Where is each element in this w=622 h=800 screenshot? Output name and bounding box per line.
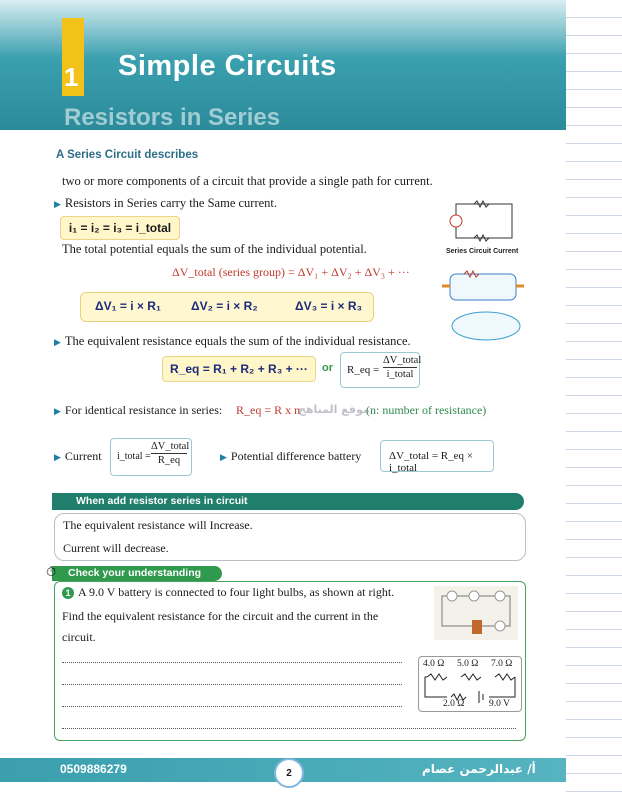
bullet-icon: ▶ (220, 452, 227, 462)
answer-line (62, 662, 402, 663)
battery-label: 9.0 V (489, 699, 510, 709)
page-subtitle: Resistors in Series (64, 104, 281, 131)
bullet-icon: ▶ (54, 199, 61, 209)
add-resistor-bar (52, 493, 524, 510)
r3-label: 7.0 Ω (491, 659, 513, 669)
current-eq-num: ΔV_total (151, 441, 190, 452)
add-resistor-heading: When add resistor series in circuit (76, 495, 248, 507)
page-title: Simple Circuits (118, 50, 337, 82)
v1-formula: ΔV₁ = i × R₁ (95, 299, 161, 313)
identical-rule: ▶ For identical resistance in series: (54, 403, 223, 417)
pd-formula-box (380, 440, 494, 472)
watermark: موقع المناهج (298, 403, 370, 416)
answer-line (62, 684, 402, 685)
add-resistor-line1: The equivalent resistance will Increase. (63, 518, 253, 532)
r4-label: 2.0 Ω (443, 699, 465, 709)
question-number: 1 (62, 587, 74, 599)
series-circuit-diagram (438, 196, 528, 254)
add-resistor-box (54, 513, 526, 561)
check-bar (52, 566, 222, 581)
answer-line (62, 728, 516, 729)
req-alt-box (340, 352, 420, 388)
current-eq-den: R_eq (157, 455, 181, 466)
light-bulbs-photo (434, 586, 518, 640)
pd-label: ▶ Potential difference battery (220, 449, 362, 463)
current-label: ▶ Current (54, 449, 102, 463)
v2-formula: ΔV₂ = i × R₂ (191, 299, 258, 313)
bullet-icon: ▶ (54, 337, 61, 347)
add-resistor-line2: Current will decrease. (63, 541, 169, 555)
ruled-paper-margin (566, 0, 622, 800)
current-eq-box (110, 438, 192, 476)
or-label: or (322, 362, 333, 374)
stopwatch-icon: ⏱ (46, 564, 57, 579)
v3-formula: ΔV₃ = i × R₃ (295, 299, 363, 313)
answer-line (62, 706, 402, 707)
req-formula-box: R_eq = R₁ + R₂ + R₃ + ··· (162, 356, 316, 382)
intro-text: two or more components of a circuit that provide a single path for current. (62, 174, 433, 188)
req-alt-den: i_total (386, 369, 414, 380)
req-alt-lhs: R_eq = (347, 364, 380, 376)
current-eq-fraction (151, 441, 190, 466)
current-rule: ▶ Resistors in Series carry the Same current. (54, 196, 278, 210)
page-number: 2 (274, 758, 304, 788)
identical-formula: R_eq = R x n (236, 403, 301, 417)
bullet-icon: ▶ (54, 406, 61, 416)
diagram-caption: Series Circuit Current (446, 248, 519, 255)
r2-label: 5.0 Ω (457, 659, 479, 669)
check-heading: Check your understanding (68, 567, 202, 579)
section-heading: A Series Circuit describes (56, 149, 199, 161)
voltage-formulas-box (80, 292, 374, 322)
question-line2: Find the equivalent resistance for the circuit and the current in the (62, 609, 379, 623)
question-line1: 1 A 9.0 V battery is connected to four light bulbs, as shown at right. (62, 585, 394, 600)
req-alt-num: ΔV_total (383, 355, 422, 366)
current-formula-box: i₁ = i₂ = i₃ = i_total (60, 216, 180, 240)
r1-label: 4.0 Ω (423, 659, 445, 669)
current-eq-lhs: i_total = (117, 451, 151, 462)
potential-formula: ΔV_total (series group) = ΔV₁ + ΔV₂ + ΔV₃ + ··· (172, 265, 410, 279)
chapter-number: 1 (64, 62, 79, 92)
water-analogy-illustration (436, 266, 528, 346)
identical-note: (n: number of resistance) (366, 403, 487, 417)
req-rule: ▶ The equivalent resistance equals the sum of the individual resistance. (54, 334, 411, 348)
potential-rule: The total potential equals the sum of the individual potential. (62, 242, 367, 256)
resistor-circuit-box (418, 656, 522, 712)
footer-phone: 0509886279 (60, 762, 127, 776)
bullet-icon: ▶ (54, 452, 61, 462)
req-alt-fraction (383, 355, 422, 380)
pd-formula: ΔV_total = R_eq × i_total (389, 450, 473, 474)
footer-author: أ/ عبدالرحمن عصام (422, 762, 536, 776)
question-line3: circuit. (62, 630, 96, 644)
